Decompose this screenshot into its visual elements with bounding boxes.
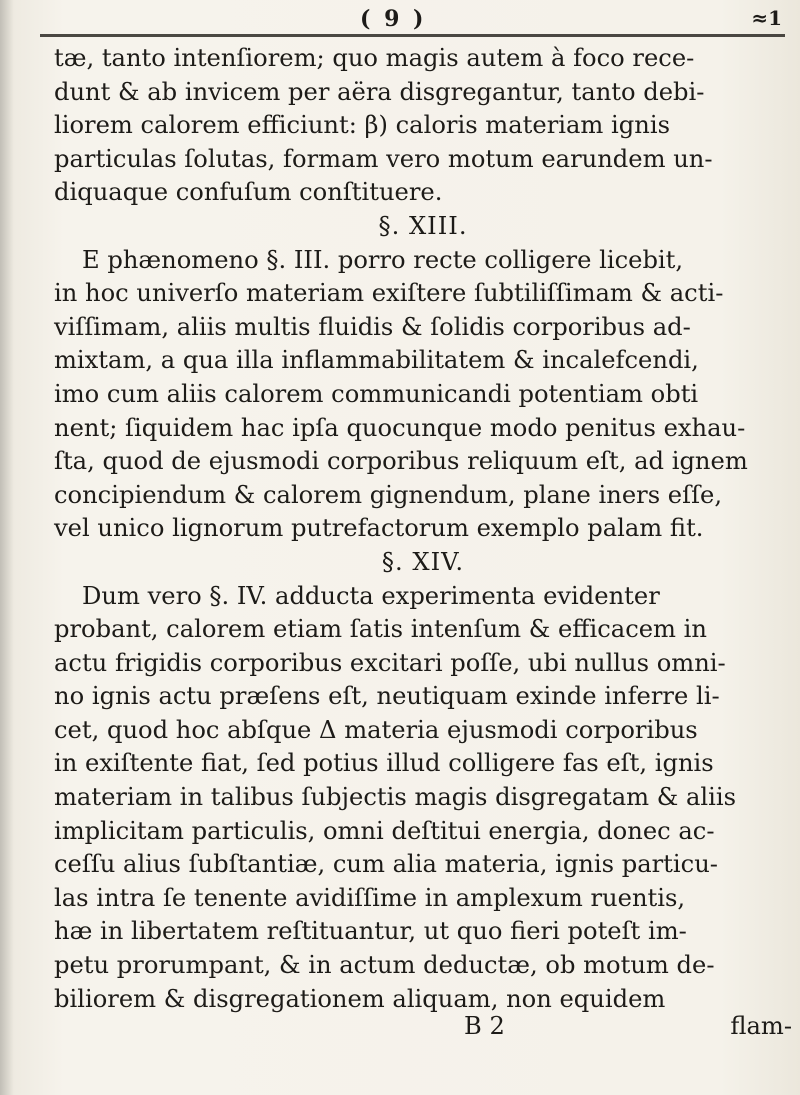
section-heading: §. XIV. xyxy=(381,547,465,576)
text-line: liorem calorem efficiunt: β) caloris materiam ignis xyxy=(54,111,670,140)
text-line: in hoc univerſo materiam exiſtere ſubtiliſſimam & acti- xyxy=(54,279,724,308)
text-line: ſta, quod de ejusmodi corporibus reliquum eſt, ad ignem xyxy=(54,447,748,476)
text-line: in exiſtente fiat, ſed potius illud colligere fas eſt, ignis xyxy=(54,749,714,778)
text-line: mixtam, a qua illa inflammabilitatem & incalefcendi, xyxy=(54,346,699,375)
text-line: ceſſu alius ſubſtantiæ, cum alia materia, ignis particu- xyxy=(54,850,718,879)
page-footer xyxy=(54,1012,792,1046)
page-header xyxy=(0,2,800,34)
text-line: tæ, tanto intenſiorem; quo magis autem à foco rece- xyxy=(54,44,695,72)
text-line: vel unico lignorum putrefactorum exemplo palam fit. xyxy=(54,514,704,543)
text-line: materiam in talibus ſubjectis magis disgregatam & aliis xyxy=(54,783,737,812)
text-line: petu prorumpant, & in actum deductæ, ob motum de- xyxy=(54,951,715,980)
page-number: ( 9 ) xyxy=(360,6,427,32)
header-mark: ≈1 xyxy=(751,6,782,30)
text-line: viſſimam, aliis multis fluidis & ſolidis corporibus ad- xyxy=(54,312,691,341)
header-rule xyxy=(40,34,785,37)
text-line: biliorem & disgregationem aliquam, non equidem xyxy=(54,984,666,1013)
text-line: probant, calorem etiam ſatis intenſum & efficacem in xyxy=(54,615,707,644)
section-heading: §. XIII. xyxy=(378,211,468,240)
text-line: imo cum aliis calorem communicandi potentiam obti xyxy=(54,379,699,408)
text-line: las intra ſe tenente avidiſſime in amplexum ruentis, xyxy=(54,883,686,912)
text-line: concipiendum & calorem gignendum, plane iners eſſe, xyxy=(54,480,723,509)
text-line: diquaque confuſum conſtituere. xyxy=(54,178,443,207)
text-line: particulas ſolutas, formam vero motum earundem un- xyxy=(54,144,713,173)
text-line: nent; ſiquidem hac ipſa quocunque modo penitus exhau- xyxy=(54,413,746,442)
body-text xyxy=(54,42,792,1016)
text-line: implicitam particulis, omni deſtitui energia, donec ac- xyxy=(54,816,715,845)
text-line: hæ in libertatem reſtituantur, ut quo fieri poteſt im- xyxy=(54,917,687,946)
text-line: cet, quod hoc abſque Δ materia ejusmodi corporibus xyxy=(54,715,698,744)
text-line: no ignis actu præſens eſt, neutiquam exinde inferre li- xyxy=(54,682,720,711)
text-line: actu frigidis corporibus excitari poſſe, ubi nullus omni- xyxy=(54,648,726,677)
text-line: E phænomeno §. III. porro recte colligere licebit, xyxy=(82,245,684,274)
catchword: flam- xyxy=(730,1012,792,1040)
signature-mark: B 2 xyxy=(464,1012,505,1040)
page-edge-shadow xyxy=(0,0,14,1095)
text-line: dunt & ab invicem per aëra disgregantur, tanto debi- xyxy=(54,77,705,106)
text-line: Dum vero §. IV. adducta experimenta evidenter xyxy=(82,581,660,610)
